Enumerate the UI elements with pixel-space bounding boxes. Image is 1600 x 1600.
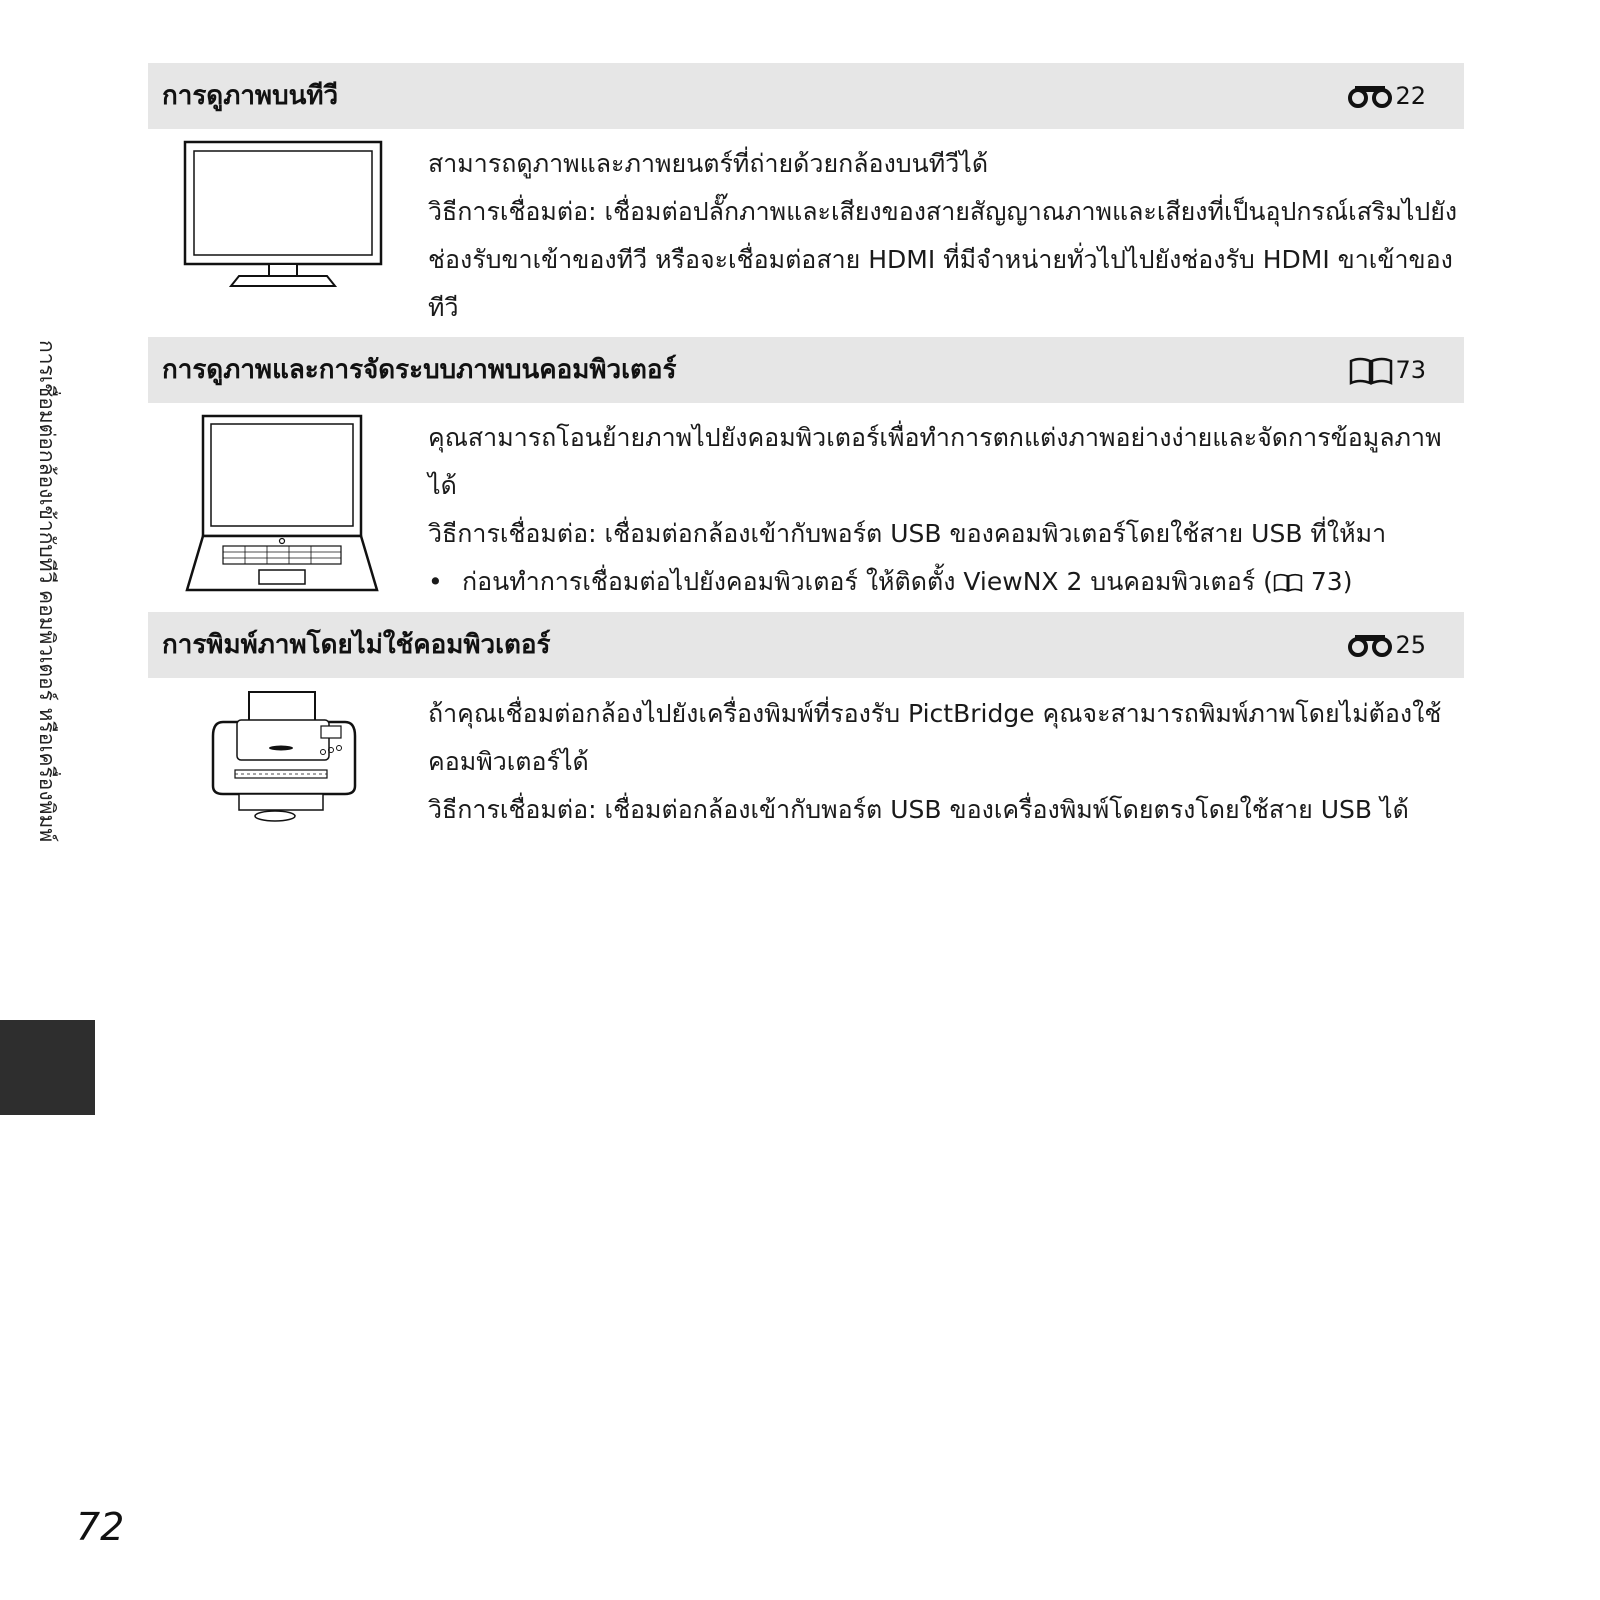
- bullet-item: [428, 558, 1468, 606]
- side-chapter-label: การเชื่อมต่อกล้องเข้ากับทีวี คอมพิวเตอร์ หรือเครื่องพิมพ์: [35, 340, 59, 843]
- bullet-text: ก่อนทำการเชื่อมต่อไปยังคอมพิวเตอร์ ให้ติดตั้ง ViewNX 2 บนคอมพิวเตอร์ ( 73): [462, 567, 1353, 596]
- section-body-tv: [428, 140, 1468, 332]
- section-title: การพิมพ์ภาพโดยไม่ใช้คอมพิวเตอร์: [162, 630, 551, 660]
- paragraph: สามารถดูภาพและภาพยนตร์ที่ถ่ายด้วยกล้องบนทีวีได้: [428, 149, 989, 178]
- section-title: การดูภาพและการจัดระบบภาพบนคอมพิวเตอร์: [162, 355, 677, 385]
- page-number: 72: [76, 1505, 125, 1549]
- section-header-computer: [148, 337, 1464, 403]
- reference-page: 25: [1395, 631, 1426, 659]
- side-chapter-tab: [0, 1020, 95, 1115]
- paragraph: คุณสามารถโอนย้ายภาพไปยังคอมพิวเตอร์เพื่อทำการตกแต่งภาพอย่างง่ายและจัดการข้อมูลภาพได้: [428, 423, 1442, 500]
- section-header-printer: [148, 612, 1464, 678]
- paragraph: วิธีการเชื่อมต่อ: เชื่อมต่อปลั๊กภาพและเสียงของสายสัญญาณภาพและเสียงที่เป็นอุปกรณ์เสริมไปยังช่องรับขาเข้าของทีวี หรือจะเชื่อมต่อสาย HDMI ที่มีจำหน่ายทั่วไปไปยังช่องรับ HDMI ขาเข้าของทีวี: [428, 197, 1458, 322]
- book-reference-icon: [1349, 355, 1393, 385]
- reference-page: 22: [1395, 82, 1426, 110]
- laptop-icon: [185, 414, 379, 594]
- section-header-tv: [148, 63, 1464, 129]
- reference-page: 73: [1395, 356, 1426, 384]
- printer-icon: [209, 690, 359, 825]
- section-title: การดูภาพบนทีวี: [162, 81, 339, 111]
- paragraph: วิธีการเชื่อมต่อ: เชื่อมต่อกล้องเข้ากับพอร์ต USB ของคอมพิวเตอร์โดยใช้สาย USB ที่ให้มา: [428, 519, 1387, 548]
- section-body-computer: [428, 414, 1468, 606]
- binoculars-reference-icon: [1347, 83, 1393, 109]
- paragraph: วิธีการเชื่อมต่อ: เชื่อมต่อกล้องเข้ากับพอร์ต USB ของเครื่องพิมพ์โดยตรงโดยใช้สาย USB ได้: [428, 795, 1409, 824]
- book-reference-icon: [1273, 572, 1303, 592]
- section-reference[interactable]: [1347, 63, 1426, 129]
- bullet-marker: •: [428, 567, 443, 596]
- section-reference[interactable]: [1349, 337, 1426, 403]
- binoculars-reference-icon: [1347, 632, 1393, 658]
- tv-icon: [183, 140, 383, 290]
- section-body-printer: [428, 690, 1468, 834]
- paragraph: ถ้าคุณเชื่อมต่อกล้องไปยังเครื่องพิมพ์ที่รองรับ PictBridge คุณจะสามารถพิมพ์ภาพโดยไม่ต้องใช้คอมพิวเตอร์ได้: [428, 699, 1442, 776]
- section-reference[interactable]: [1347, 612, 1426, 678]
- inline-reference-page[interactable]: 73: [1310, 567, 1343, 596]
